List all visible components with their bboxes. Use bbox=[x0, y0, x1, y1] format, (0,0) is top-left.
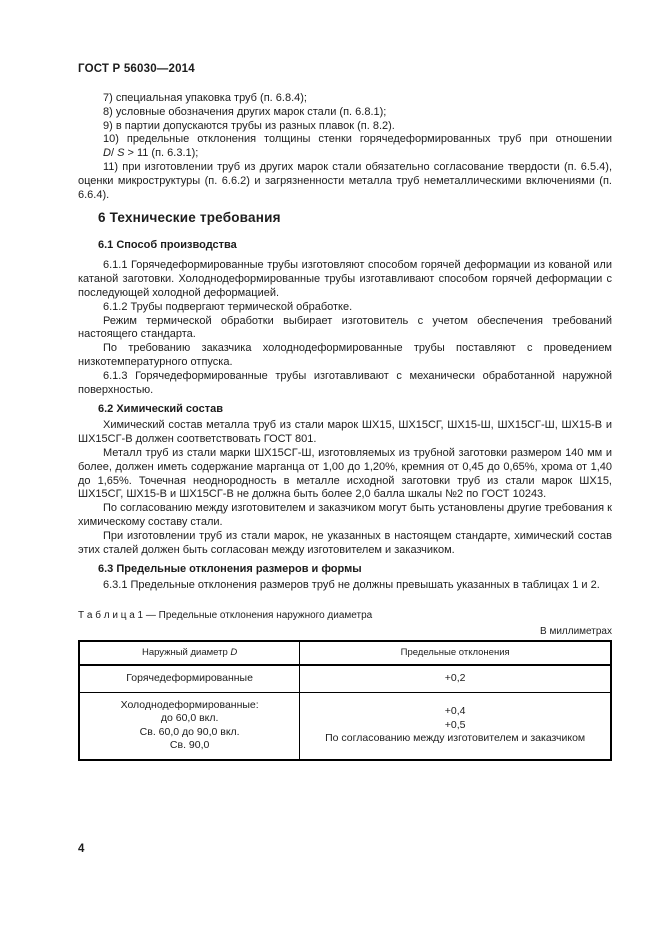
table-1-units-note: В миллиметрах bbox=[540, 626, 612, 638]
paragraph-6-1-2: 6.1.2 Трубы подвергают термической обработке. bbox=[103, 300, 353, 313]
column-header-outer-diameter-label: Наружный диаметр bbox=[141, 647, 231, 659]
paragraph-6-2-2: Металл труб из стали марки ШХ15СГ-Ш, изготовляемых из трубной заготовки размером 140 мм и более, должен иметь содержание марганца от 1,00 до 1,20%, кремния от 0,45 до 0,65%, хрома от 1,40 до 1,65%. Точечная неоднородность в металле исходной заготовки труб из стали марок ШХ15, ШХ15СГ, ШХ15-В и ШХ15СГ-В не должна быть более 2,0 балла шкалы №2 по ГОСТ 10243. bbox=[78, 446, 612, 501]
list-item-8: 8) условные обозначения других марок стали (п. 6.8.1); bbox=[103, 105, 387, 118]
cold-name-line: Холоднодеформированные: bbox=[120, 698, 259, 711]
section-6-3-title: 6.3 Предельные отклонения размеров и формы bbox=[98, 563, 362, 576]
cell-cold-deformed-name bbox=[79, 692, 300, 760]
paragraph-6-3-1: 6.3.1 Предельные отклонения размеров труб не должны превышать указанных в таблицах 1 и 2. bbox=[103, 579, 600, 592]
column-header-deviations: Предельные отклонения bbox=[300, 641, 611, 665]
table-1-caption: Т а б л и ц а 1 — Предельные отклонения наружного диаметра bbox=[78, 610, 373, 622]
diameter-symbol: D bbox=[230, 647, 238, 659]
symbol-s: S bbox=[117, 147, 125, 160]
paragraph-6-2-4: При изготовлении труб из стали марок, не указанных в настоящем стандарте, химический состав этих сталей должен быть согласован между изготовителем и заказчиком. bbox=[78, 529, 612, 556]
paragraph-6-1-2-regime: Режим термической обработки выбирает изготовитель с учетом обеспечения требований настоящего стандарта. bbox=[78, 314, 612, 341]
cell-hot-deformed-value: +0,2 bbox=[300, 665, 611, 692]
cold-value-line: По согласованию между изготовителем и заказчиком bbox=[325, 732, 586, 745]
cell-hot-deformed-name: Горячедеформированные bbox=[126, 672, 253, 685]
cold-value-line: +0,4 bbox=[444, 705, 466, 718]
symbol-d: D bbox=[103, 147, 111, 160]
table-row-hot-deformed bbox=[79, 665, 611, 692]
section-6-1-title: 6.1 Способ производства bbox=[98, 239, 237, 252]
paragraph-6-1-2-customer: По требованию заказчика холоднодеформированные трубы поставляют с проведением низкотемпературного отпуска. bbox=[78, 342, 612, 368]
table-header-row bbox=[79, 641, 611, 665]
enumerated-list bbox=[78, 92, 612, 202]
cold-name-line: до 60,0 вкл. bbox=[160, 712, 219, 725]
list-item-11: 11) при изготовлении труб из других марок стали обязательно согласование твердости (п. 6.5.4), оценки микроструктуры (п. 6.6.2) и загрязненности металла труб неметаллическими включениями (п. 6.6.4). bbox=[78, 160, 612, 201]
list-item-10-line2 bbox=[78, 147, 612, 161]
list-item-9: 9) в партии допускаются трубы из разных плавок (п. 8.2). bbox=[103, 119, 395, 132]
list-item-7: 7) специальная упаковка труб (п. 6.8.4); bbox=[103, 92, 307, 104]
list-item-10-mid: / bbox=[110, 147, 118, 160]
paragraph-6-1-3: 6.1.3 Горячедеформированные трубы изготавливают с механически обработанной наружной поверхностью. bbox=[78, 369, 612, 396]
column-header-outer-diameter bbox=[79, 641, 300, 665]
cell-cold-deformed-values bbox=[300, 692, 611, 760]
list-item-10-tail: > 11 (п. 6.3.1); bbox=[124, 147, 199, 160]
page-number: 4 bbox=[78, 843, 85, 855]
paragraph-6-2-1: Химический состав металла труб из стали марок ШХ15, ШХ15СГ, ШХ15-Ш, ШХ15СГ-Ш, ШХ15-В и ШХ15СГ-В должен соответствовать ГОСТ 801. bbox=[78, 419, 612, 446]
paragraph-6-1-1: 6.1.1 Горячедеформированные трубы изготовляют способом горячей деформации из кованой или катаной заготовки. Холоднодеформированные трубы изготавливают способом горячей деформации с последующей холодной деформацией. bbox=[78, 259, 612, 299]
page-content bbox=[78, 62, 612, 761]
list-item-10-line1: 10) предельные отклонения толщины стенки горячедеформированных труб при отношении bbox=[103, 133, 612, 146]
section-6-title: 6 Технические требования bbox=[98, 210, 281, 226]
paragraph-6-2-3: По согласованию между изготовителем и заказчиком могут быть установлены другие требования к химическому составу стали. bbox=[78, 502, 612, 528]
cold-value-line: +0,5 bbox=[444, 718, 466, 731]
table-1 bbox=[78, 640, 612, 761]
table-row-cold-deformed bbox=[79, 692, 611, 760]
cold-name-line: Св. 60,0 до 90,0 вкл. bbox=[139, 725, 240, 738]
document-header: ГОСТ Р 56030—2014 bbox=[78, 63, 195, 75]
cold-name-line: Св. 90,0 bbox=[169, 739, 210, 752]
section-6-2-title: 6.2 Химический состав bbox=[98, 403, 223, 416]
